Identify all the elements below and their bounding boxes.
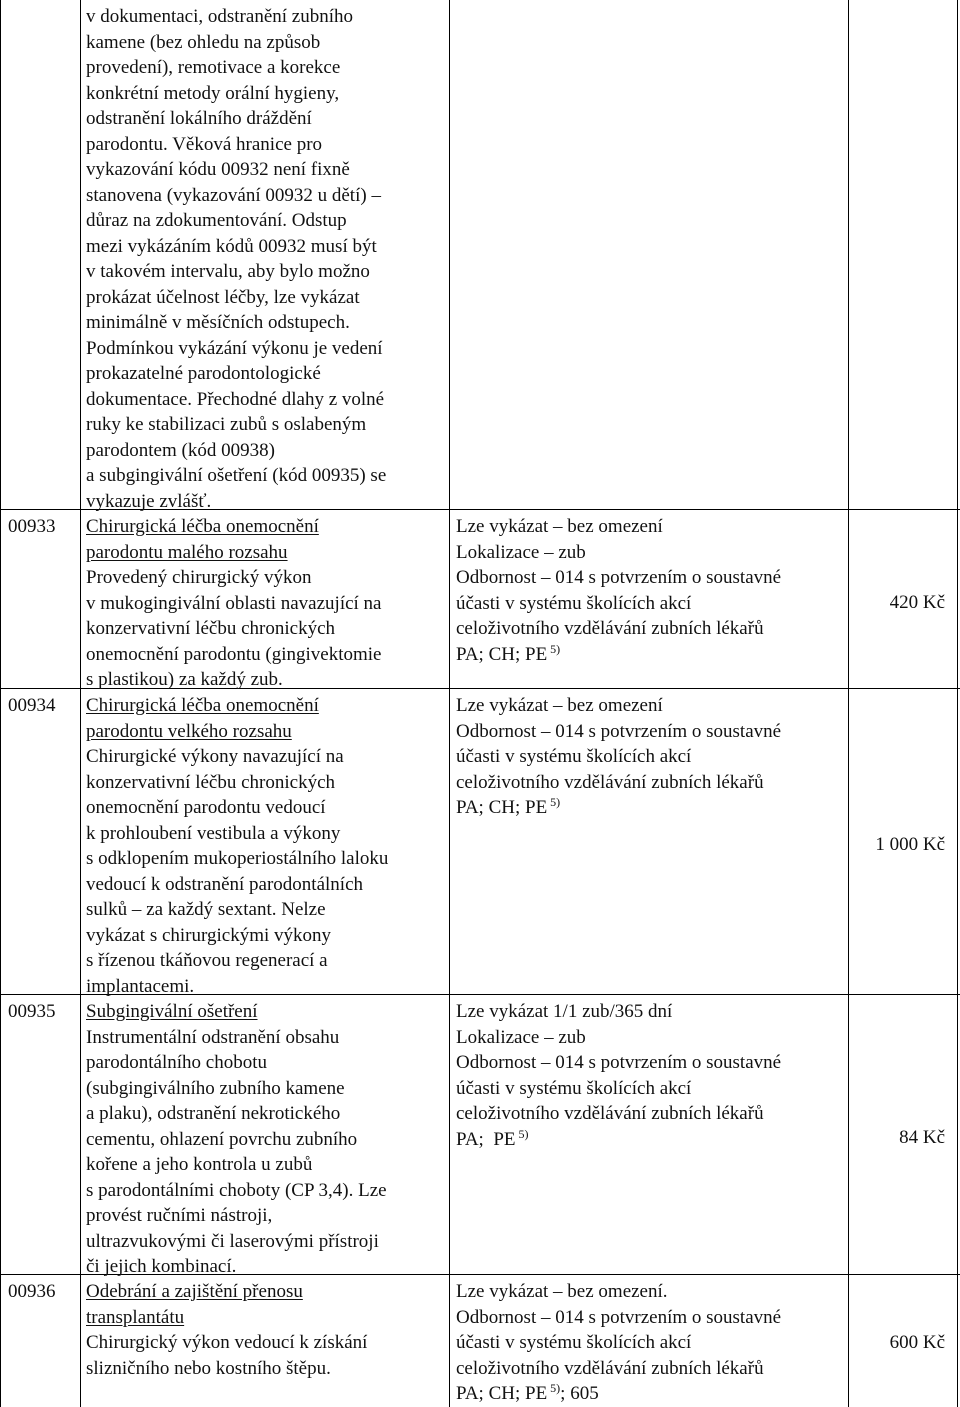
billing-conditions	[456, 693, 848, 821]
procedure-title-line	[86, 1305, 444, 1331]
description-line: sulků – za každý sextant. Nelze	[86, 899, 326, 920]
condition-line: Odbornost – 014 s potvrzením o soustavné	[456, 720, 782, 742]
condition-line: Lze vykázat – bez omezení	[456, 695, 663, 716]
procedure-title-text: transplantátu	[86, 1306, 185, 1328]
procedure-title-text: Chirurgická léčba onemocnění	[86, 695, 319, 716]
specialty-codes	[456, 1127, 848, 1153]
description-line: Chirurgický výkon vedoucí k získání	[86, 1332, 368, 1353]
description-line: odstranění lokálního dráždění	[86, 108, 312, 129]
description-line: vykazování kódu 00932 není fixně	[86, 159, 350, 180]
condition-line: Lze vykázat 1/1 zub/365 dní	[456, 1001, 673, 1022]
description-line: vykazuje zvlášť.	[86, 490, 212, 512]
procedure-price: 84 Kč	[899, 1127, 945, 1148]
description-line: v dokumentaci, odstranění zubního	[86, 6, 353, 27]
condition-line: Odbornost – 014 s potvrzením o soustavné	[456, 1052, 782, 1073]
description-line: provedení), remotivace a korekce	[86, 57, 341, 78]
specialty-list: PA; CH; PE	[456, 797, 548, 818]
description-line: Instrumentální odstranění obsahu	[86, 1026, 340, 1048]
description-line: ultrazvukovými či laserovými přístroji	[86, 1230, 379, 1252]
procedure-title-line	[86, 999, 444, 1025]
specialty-list: PA; CH; PE	[456, 643, 548, 665]
description-line: a plaku), odstranění nekrotického	[86, 1103, 341, 1124]
description-line: s odklopením mukoperiostálního laloku	[86, 848, 389, 869]
procedure-title-text: parodontu velkého rozsahu	[86, 720, 292, 742]
procedure-description	[86, 514, 444, 693]
description-line: konkrétní metody orální hygieny,	[86, 82, 340, 104]
condition-line: Lokalizace – zub	[456, 1026, 586, 1048]
description-line: (subgingiválního zubního kamene	[86, 1077, 345, 1099]
condition-line: celoživotního vzdělávání zubních lékařů	[456, 1357, 764, 1379]
procedure-title-line	[86, 719, 444, 745]
description-line: vedoucí k odstranění parodontálních	[86, 873, 364, 895]
column-divider-description	[449, 0, 450, 1407]
footnote-reference: 5)	[547, 641, 561, 656]
specialty-list: PA; CH; PE	[456, 1383, 548, 1404]
column-divider-conditions	[848, 0, 849, 1407]
description-line: cementu, ohlazení povrchu zubního	[86, 1128, 358, 1150]
description-line: a subgingivální ošetření (kód 00935) se	[86, 465, 387, 486]
description-line: slizničního nebo kostního štěpu.	[86, 1357, 331, 1379]
billing-conditions	[456, 514, 848, 667]
description-line: implantacemi.	[86, 975, 195, 997]
description-line: s řízenou tkáňovou regenerací a	[86, 950, 328, 971]
description-line: parodontálního chobotu	[86, 1052, 267, 1073]
billing-conditions	[456, 999, 848, 1152]
condition-line: celoživotního vzdělávání zubních lékařů	[456, 771, 764, 793]
description-line: prokazatelné parodontologické	[86, 363, 321, 384]
condition-line: účasti v systému školících akcí	[456, 746, 692, 767]
procedure-description	[86, 999, 444, 1280]
procedure-title-line	[86, 693, 444, 719]
description-line: onemocnění parodontu (gingivektomie	[86, 643, 382, 665]
description-line: provést ručními nástroji,	[86, 1205, 273, 1226]
procedure-description	[86, 693, 444, 999]
table-border-left	[0, 0, 1, 1407]
condition-line: Lze vykázat – bez omezení.	[456, 1281, 668, 1302]
description-line: konzervativní léčbu chronických	[86, 618, 336, 639]
procedure-code: 00935	[8, 1001, 56, 1022]
specialty-extra: ; 605	[560, 1383, 599, 1404]
procedure-title-text: Subgingivální ošetření	[86, 1001, 258, 1022]
condition-line: celoživotního vzdělávání zubních lékařů	[456, 618, 764, 639]
billing-conditions	[456, 1279, 848, 1407]
continued-description	[86, 4, 444, 514]
procedure-title-line	[86, 540, 444, 566]
procedure-code: 00934	[8, 695, 56, 716]
description-line: kořene a jeho kontrola u zubů	[86, 1154, 313, 1175]
specialty-list: PA; PE	[456, 1128, 516, 1150]
procedure-code: 00933	[8, 516, 56, 537]
description-line: dokumentace. Přechodné dlahy z volné	[86, 388, 385, 410]
description-line: Chirurgické výkony navazující na	[86, 746, 344, 767]
procedure-price: 420 Kč	[889, 592, 945, 613]
description-line: důraz na zdokumentování. Odstup	[86, 210, 347, 231]
description-line: parodontem (kód 00938)	[86, 439, 275, 461]
procedure-description	[86, 1279, 444, 1381]
condition-line: účasti v systému školících akcí	[456, 1077, 692, 1099]
description-line: minimálně v měsíčních odstupech.	[86, 312, 350, 333]
column-divider-code	[80, 0, 81, 1407]
procedure-code: 00936	[8, 1281, 56, 1302]
procedure-title-line	[86, 514, 444, 540]
specialty-codes	[456, 1381, 848, 1407]
description-line: v takovém intervalu, aby bylo možno	[86, 261, 370, 282]
description-line: Podmínkou vykázání výkonu je vedení	[86, 337, 383, 359]
description-line: Provedený chirurgický výkon	[86, 567, 312, 588]
description-line: s plastikou) za každý zub.	[86, 669, 283, 690]
procedure-title-line	[86, 1279, 444, 1305]
footnote-reference: 5)	[547, 795, 561, 809]
condition-line: účasti v systému školících akcí	[456, 1332, 692, 1353]
procedure-price: 1 000 Kč	[875, 834, 945, 855]
description-line: či jejich kombinací.	[86, 1256, 237, 1277]
condition-line: celoživotního vzdělávání zubních lékařů	[456, 1103, 764, 1124]
description-line: kamene (bez ohledu na způsob	[86, 31, 321, 53]
description-line: parodontu. Věková hranice pro	[86, 133, 323, 155]
description-line: vykázat s chirurgickými výkony	[86, 924, 332, 946]
footnote-reference: 5)	[547, 1381, 561, 1395]
procedure-title-text: Odebrání a zajištění přenosu	[86, 1281, 303, 1302]
description-line: ruky ke stabilizaci zubů s oslabeným	[86, 414, 367, 435]
description-line: s parodontálními choboty (CP 3,4). Lze	[86, 1179, 387, 1201]
specialty-codes	[456, 642, 848, 668]
condition-line: Lze vykázat – bez omezení	[456, 516, 663, 537]
procedure-title-text: parodontu malého rozsahu	[86, 541, 288, 563]
description-line: prokázat účelnost léčby, lze vykázat	[86, 286, 360, 308]
description-line: stanovena (vykazování 00932 u dětí) –	[86, 184, 381, 206]
specialty-codes	[456, 795, 848, 821]
description-line: konzervativní léčbu chronických	[86, 771, 336, 793]
description-line: k prohloubení vestibula a výkony	[86, 822, 341, 844]
condition-line: Odbornost – 014 s potvrzením o soustavné	[456, 567, 782, 588]
condition-line: Odbornost – 014 s potvrzením o soustavné	[456, 1306, 782, 1328]
procedure-title-text: Chirurgická léčba onemocnění	[86, 516, 319, 537]
description-line: v mukogingivální oblasti navazující na	[86, 592, 382, 614]
condition-line: účasti v systému školících akcí	[456, 592, 692, 614]
procedure-price: 600 Kč	[889, 1332, 945, 1353]
table-border-right	[957, 0, 958, 1407]
description-line: onemocnění parodontu vedoucí	[86, 797, 326, 818]
description-line: mezi vykázáním kódů 00932 musí být	[86, 235, 377, 257]
footnote-reference: 5)	[515, 1126, 529, 1141]
condition-line: Lokalizace – zub	[456, 541, 586, 563]
